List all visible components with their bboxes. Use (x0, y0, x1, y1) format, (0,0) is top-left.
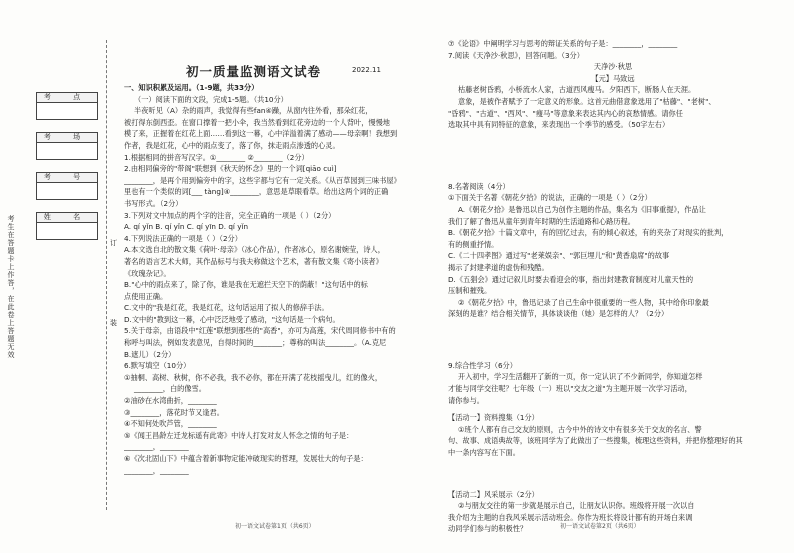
text-line: B."心中的雨点来了，除了你，谁是我在无遮拦天空下的荫蔽！"这句话中的标 (124, 280, 368, 290)
text-line: A. qí yǐn B. qí yǐn C. qí yīn D. qí yǐn (124, 222, 249, 232)
text-line: ⑦《论语》中阐明学习与思考的辩证关系的句子是：________，________ (448, 39, 678, 48)
text-line: ①班个人都有自己交友的原则，古今中外的诗文中有很多关于交友的名言、警 (458, 424, 702, 434)
info-box-label: 考 点 (37, 93, 97, 103)
page-footer-right: 初一语文试卷第2页（共6页） (560, 523, 640, 530)
left-column (124, 82, 424, 476)
text-line: 1.根据相同的拼音写汉字。①________ ②________（2分） (124, 152, 309, 162)
text-line: （一）阅读下面的文段，完成1-5题。（共10分） (134, 94, 288, 104)
text-line: 枯藤老树昏鸦，小桥流水人家，古道西风瘦马。夕阳西下，断肠人在天涯。 (458, 85, 696, 95)
text-line: ②油砂在水湾曲折，________ (124, 396, 217, 406)
text-line: A.《朝花夕拾》是鲁迅以自己为创作主题的作品，集名为《旧事重提》，作品让 (458, 204, 706, 214)
text-line: 中一条内容写在下面。 (448, 448, 520, 458)
text-line: 有的侧重抒情。 (448, 239, 499, 249)
info-box-name (36, 212, 98, 240)
text-line: ________，是再个用到偏旁中的字，这些字都与它有一定关系。《从百草园到三味书屋》 (124, 175, 401, 185)
seal-dashed-line (106, 40, 107, 510)
text-line: 一、知识积累及运用。（1-9题，共33分） (124, 83, 259, 92)
text-line: 2.由相同偏旁的"带阁"联想到《秋天的怀念》里的一个词[qiāo cuì] (124, 164, 337, 174)
text-line: 被打得东倒西歪。在窗口撑着一把小伞，我当然看到红花旁边的一个人背叶，慢慢地 (124, 117, 390, 127)
text-line: B.《朝花夕拾》十篇文章中，有的回忆过去，有的倾心叙述，有的夹杂了对现实的批判， (448, 228, 729, 238)
text-line: 深刻的是谁？结合相关情节，具体谈谈他（她）是怎样的人？（2分） (448, 309, 669, 319)
text-line: ①下面关于名著《朝花夕拾》的说法，正确的一项是（ ）（2分） (448, 193, 652, 203)
text-line: 称呼与叫法，例如发表意见，自得时间的________；尊称的叫法________。（A.克尼 (124, 338, 387, 348)
text-line: ④不知何处吹芦管，________ (124, 419, 217, 429)
exam-title: 初一质量监测语文试卷 (186, 64, 322, 79)
text-line: 天净沙·秋思 (593, 62, 633, 72)
text-line: 点使用正确。 (124, 291, 168, 301)
text-line: D.《五猖会》通过记叙儿时要去看迎会的事，指出封建教育制度对儿童天性的 (448, 274, 694, 284)
text-line: 半夜听见（A）杂的雨声，我觉得有些fan④躁，从窗内往外看，那朵红花， (134, 106, 373, 116)
text-line: ②《朝花夕拾》中，鲁迅记录了自己生命中很重要的一些人物，其中给你印象最 (458, 297, 709, 307)
text-line: "昏鸦"、"古道"、"西风"、"瘦马"等意象来表达其内心的哀愁情感。请你任 (448, 108, 683, 118)
text-line: 开入初中，学习生活翻开了新的一页，你一定认识了不少新同学，你知道怎样 (458, 372, 703, 382)
text-line: 6.默写填空（10分） (124, 361, 191, 371)
text-line: 压制和摧残。 (448, 286, 492, 296)
text-line: 意象，是被作者赋予了一定意义的形象。这首元曲借意象选用了"枯藤"、"老树"、 (458, 96, 716, 106)
text-line: ②与朋友交往的第一步就是展示自己，让朋友认识你。班级将开展一次以自 (458, 501, 695, 511)
info-box-exam-number (36, 172, 98, 200)
text-line: 选取其中具有同特征的意象，来表现出一个季节的感受。（50字左右） (448, 120, 670, 130)
text-line: 才能与同学交往呢？七年级（一）班以"交友之道"为主题开展一次学习活动， (448, 384, 692, 394)
text-line: C.文中的"我是红花，我是红花，这句话运用了拟人的修辞手法。 (124, 303, 329, 313)
text-line: ①抽桐、高树、秋树，你不必我，我不必你，都在开满了花枝摇曳儿，红的像火， (124, 372, 383, 382)
text-line: D.文中的"教到这一幕，心中泛泛地受了感动，"这句话是一个病句。 (124, 314, 340, 324)
text-line: A.本文选自北的散文集《荷叶·母亲》（冰心作品），作者冰心，原名谢婉莹，诗人， (124, 245, 385, 255)
text-line: 【元】马致远 (591, 73, 635, 83)
binding-word: 订 (110, 239, 117, 247)
info-box-exam-site (36, 92, 98, 120)
text-line: 8.名著阅读（4分） (448, 181, 510, 191)
text-line: C.《二十四孝图》通过写"老莱娱亲"、"郭巨埋儿"和"黄香扇席"的故事 (448, 251, 670, 261)
info-box-label: 考 号 (37, 173, 97, 183)
text-line: 我们了解了鲁迅从童年到青年时期的生活道路和心路历程。 (448, 216, 635, 226)
text-line: ③________，落花时节又逢君。 (124, 407, 224, 417)
text-line: 句、故事、成语典故等，该班同学为了此做出了一些搜集，梳理这些资料，并把你整理好的其 (448, 436, 743, 446)
text-line: ⑥《次北固山下》中蕴含着新事物定能冲破现实的哲理，发展壮大的句子是： (124, 454, 368, 463)
text-line: 模了来，正握着在红花上面……看到这一幕，心中洋溢着满了感动——母亲啊！我想到 (124, 129, 398, 139)
info-box-exam-room (36, 132, 98, 160)
binding-margin (0, 0, 120, 553)
text-line: 请你参与。 (448, 395, 484, 405)
text-line: 4.下列说法正确的一项是（ ）（2分） (124, 233, 242, 243)
text-line: 我介绍为主题的自我风采展示活动班会。你作为班长将设计都有的开场白来调 (448, 512, 693, 522)
info-box-label: 姓 名 (37, 213, 97, 223)
text-line: ________，________ (124, 442, 189, 452)
text-line: 9.综合性学习（6分） (448, 360, 517, 370)
text-line: 动同学们参与的积极性？ (448, 524, 528, 534)
text-line: B.遮儿）（2分） (124, 349, 176, 359)
text-line: 揭示了封建孝道的虚伪和残酷。 (448, 262, 549, 272)
text-line: 【活动二】风采展示（2分） (448, 489, 539, 499)
text-line: 书写形式。（2分） (124, 198, 183, 208)
text-line: 著名的语言艺术大师，其作品标号与我夫称做这个艺术，著有散文集《寄小读者》 (124, 256, 383, 266)
text-line: 作者，我是红花，心中的雨点变了，落了你，抹走雨点渗透的心灵。 (124, 140, 340, 150)
exam-date: 2022.11 (352, 66, 381, 74)
text-line: ⑤《闻王昌龄左迁龙标遥有此寄》中诗人打发对友人怀念之情的句子是： (124, 430, 354, 440)
info-box-label: 考 场 (37, 133, 97, 143)
page-footer-left: 初一语文试卷第1页（共6页） (235, 523, 315, 530)
text-line: ________，白的像雪。 (134, 384, 206, 394)
text-line: 【活动一】资料搜集（1分） (448, 413, 539, 423)
text-line: 《玫瑰杂记》。 (124, 268, 171, 278)
right-column (448, 38, 778, 535)
text-line: 5.关于母亲，由语段中"红莲"联想到那些的"高香"，亦可为高莲，宋代周同修书中有的 (124, 326, 396, 336)
text-line: 里也有一个类似的词[___ tàng]④________，意思是草眼看草。给出这两个词的正确 (124, 187, 389, 197)
text-line: 3.下列对文中加点的两个字的注音，完全正确的一项是（ ）（2分） (124, 210, 336, 220)
text-line: 7.阅读《天净沙·秋思》，回答问题。（3分） (448, 50, 584, 60)
text-line: ________，________ (124, 465, 189, 475)
binding-side-note: 考生在答题卡上作答，在此卷上答题无效 (7, 215, 15, 359)
binding-word: 装 (110, 319, 117, 327)
